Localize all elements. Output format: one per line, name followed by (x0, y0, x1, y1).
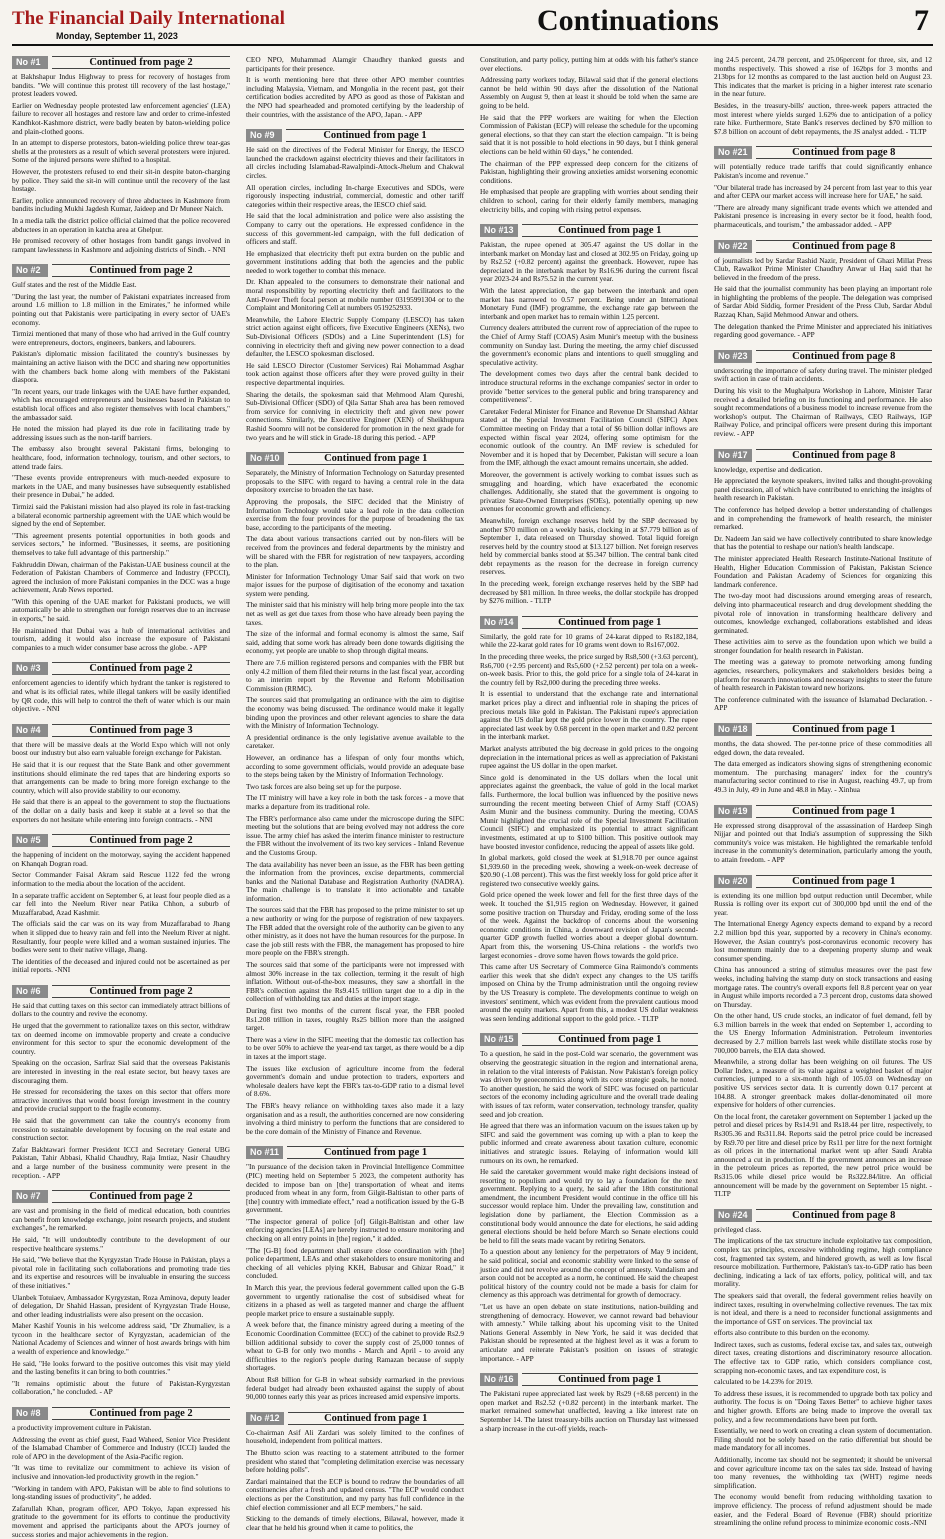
story-paragraph: He said that cutting taxes on this sector can immediately attract billions of dollars to the country and revive the economy. (12, 1000, 230, 1019)
story-header (246, 452, 464, 465)
continued-heading: Continued from page 8 (756, 240, 932, 253)
story-paragraph: To a question, he said in the post-Cold war scenario, the government was observing the geostrategic situation in the region and international arena, in relation to the vital interests of Pakistan. Now Pakistan's foreign policy was driven by geoeconomics along with its core strategic goals, he noted. To another question, he said the work of SIFC was focused on particular sectors of the economy including agriculture and the overall trade dealing with issues of tax reform, water conservation, technology transfer, quality seed and job creation. (480, 1049, 698, 1119)
story-paragraph: The data about various transactions carried out by non-filers will be received from the provinces and federal departments by the ministry and will be shared with the FBR for registration of new taxpayers, according to the plan. (246, 534, 464, 570)
story-paragraph: The sources said that promulgating an ordinance with the aim to digitise the economy was being discussed. The ordinance would make it legally binding upon the provinces and other relevant agencies to share the data with the Ministry of Information Technology. (246, 695, 464, 731)
story-paragraph: Market analysts attributed the big decrease in gold prices to the ongoing depreciation in the international prices as well as appreciation of Pakistani rupee against the US dollar in the open market. (480, 743, 698, 771)
continued-heading: Continued from page 2 (52, 56, 230, 69)
story-header (714, 240, 932, 253)
story-paragraph: "Let us have an open debate on state institutions, nation-building and strengthening of democracy. However, we cannot reward bad behaviour with amnesty." While talking about his upcoming visit to the United Nations General Assembly in New York, he said it was decided that Pakistan should be represented at the highest level as it was a forum to articulate and reiterate Pakistan's position on issues of strategic importance. - APP (480, 1302, 698, 1363)
story-paragraph: He said the caretaker government would make right decisions instead of resorting to populism and would try to lay a foundation for the next government. Replying to a query, he said after the 18th constitutional amendment, the incumbent President would continue in the office till his successor would replace him. Under the prevailing law, constitution and legislation done by parliament, the Election Commission as a constitutional body would announce the date for elections, he said adding general elections should be held before March so Senate elections could be held to fill the seats made vacant by retiring Senators. (480, 1167, 698, 1245)
continued-heading: Continued from page 1 (287, 1146, 464, 1159)
story-number-badge: No #2 (12, 264, 48, 277)
continued-heading: Continued from page 2 (52, 834, 230, 847)
story-paragraph: There are 7.6 million registered persons and companies with the FBR but only 4.2 million of them filed their returns in the last fiscal year, according to an interim report by the Revenue and Reform Mobilisation Commission (RRMC). (246, 658, 464, 693)
story-paragraph: On the other hand, US crude stocks, an indicator of fuel demand, fell by 6.3 million barrels in the week that ended on September 1, according to the US Energy Information Administration. Petroleum inventories decreased by 2.7 million barrels last week while distillate stocks rose by 700,000 barrels, the EIA data showed. (714, 1011, 932, 1055)
story-block (480, 616, 698, 1024)
story-header (714, 723, 932, 736)
continued-heading: Continued from page 8 (756, 1209, 932, 1222)
story-paragraph: China has announced a string of stimulus measures over the past few weeks, including halving the stamp duty on stock transactions and easing mortgage rates. The country's overall exports fell 8.8 percent year on year in August while imports recorded a 7.3 percent drop, customs data showed on Thursday. (714, 965, 932, 1009)
story-paragraph: Sector Commander Faisal Akram said Rescue 1122 fed the wrong information to the media about the location of the accident. (12, 870, 230, 888)
story-paragraph: In a media talk the district police official claimed that the police recovered abductees in an operation in katcha area at Ghelpur. (12, 215, 230, 234)
continued-heading: Continued from page 3 (52, 724, 230, 737)
story-paragraph: "In pursuance of the decision taken in Provincial Intelligence Committee (PIC) meeting held on September 5 2023, the competent authority has decided to impose ban on [the] transportation of wheat and items produced from wheat in any form, from Gilgit-Baltistan to other parts of [the] country with immediate effect," read a notification issued by the G-B government. (246, 1162, 464, 1215)
story-paragraph: Co-chairman Asif Ali Zardari was solely limited to the confines of household, independent from political matters. (246, 1427, 464, 1446)
continued-heading: Continued from page 2 (52, 1407, 230, 1420)
story-paragraph: the happening of incident on the motorway, saying the accident happened on Khanqah Dogran road. (12, 850, 230, 868)
story-paragraph: On the local front, the caretaker government on September 1 jacked up the petrol and diesel prices by Rs14.91 and Rs18.44 per litre, respectively, to Rs305.36 and Rs311.84. Reports said the petrol price could be increased by Rs9.70 per litre and diesel price by Rs11 per litre for the next fortnight as oil prices in the international market went up after Saudi Arabia announced a cut in production. If the government announces an increase in the petroleum prices as reported, the new petrol price would be Rs315.06 while diesel price would be Rs322.84/litre. An official announcement will be made by the government on September 15 night. - TLTP (714, 1111, 932, 1199)
story-paragraph: The FBR's heavy reliance on withholding taxes also made it a lazy organisation and as a result, the authorities concerned are now considering involving a third ministry to perform the functions that are considered to be the core domain of the Ministry of Finance and Revenue. (246, 1100, 464, 1136)
story-header (12, 724, 230, 737)
story-header (246, 129, 464, 142)
story-paragraph: He said LESCO Director (Customer Services) Rai Mohammad Asghar took action against those officers after they were proved guilty in their respective departmental inquiries. (246, 360, 464, 387)
story-block (714, 1209, 932, 1528)
story-paragraph: Pakistan's diplomatic mission facilitated the country's businesses by maintaining an active liaison with the DCC and sharing new opportunities with the chambers back home along with members of the Pakistani diaspora. (12, 349, 230, 385)
story-paragraph: Currency dealers attributed the current row of appreciation of the rupee to the Chief of Army Staff (COAS) Asim Munir's meetup with the business community on Sunday last. During the meeting, the army chief discussed the government's economic plans and intentions to quell smuggling and speculative activity. (480, 323, 698, 367)
story-header (12, 662, 230, 675)
story-paragraph: of journalists led by Sardar Rashid Nazir, President of Ghazi Millat Press Club, Rawalkot Prime Minister Chaudhry Anwar ul Haq said that he believed in the freedom of the press. (714, 255, 932, 282)
story-header (714, 1209, 932, 1222)
continued-heading: Continued from page 1 (756, 805, 932, 818)
story-number-badge: No #4 (12, 724, 48, 737)
story-block (246, 1412, 464, 1533)
story-paragraph: Essentially, we need to work on creating a clean system of documentation. Filing should not be solely based on the ratio differential but should be made mandatory for all incomes. (714, 1426, 932, 1453)
story-paragraph: The economy would benefit from reducing withholding taxation to improve efficiency. The process of refund adjustment should be made easier, and the Federal Board of Revenue (FBR) should prioritize streamlining the online refund process to minimize economic costs.-NNI (714, 1492, 932, 1528)
story-paragraph: Approving the proposals, the SIFC decided that the Ministry of Information Technology would take a lead role in the data collection exercise from the four provinces for the purpose of broadening the tax base, according to the participants of the meeting. (246, 496, 464, 532)
story-paragraph: The meeting was a gateway to promote networking among funding agencies, researchers, policymakers and stakeholders besides being a platform for research innovations and necessary insights to steer the future of health research in Pakistan toward new horizons. (714, 657, 932, 693)
story-paragraph: A week before that, the finance ministry agreed during a meeting of the Economic Coordination Committee (ECC) of the cabinet to provide Rs2.9 billion additional subsidy to cover the supply cost of 25,000 tonnes of wheat to G-B for only two months - March and April - to avoid any difficulties to the region's people during Ramazan because of supply shortages. (246, 1320, 464, 1373)
story-paragraph: "The [G-B] food department shall ensure close coordination with [the] police department, LEAs and other stakeholders to ensure monitoring and checking of all vehicles plying KKH, Babusar and Ghizar Road," it concluded. (246, 1245, 464, 1281)
story-number-badge: No #14 (480, 616, 518, 629)
story-paragraph: Pakistan, the rupee opened at 305.47 against the US dollar in the interbank market on Monday last and closed at 302.95 on Friday, going up by Rs2.52 (+0.82 percent) against the greenback. However, rupee has depreciated in the interbank market by Rs16.96 during the current fiscal year 2023-24 and Rs75.52 in the current year. (480, 240, 698, 284)
story-paragraph: He promised recovery of other hostages from bandit gangs involved in rampant lawlessness in Kashmore and adjoining districts of Sindh. - NNI (12, 236, 230, 254)
story-paragraph: Addressing the event as chief guest, Faad Waheed, Senior Vice President of the Islamabad Chamber of Commerce and Industry (ICCI) lauded the role of APO in the development of the Asia-Pacific region. (12, 1434, 230, 1461)
continued-heading: Continued from page 8 (756, 449, 932, 462)
story-paragraph: The conference culminated with the issuance of Islamabad Declaration. - APP (714, 694, 932, 713)
continued-heading: Continued from page 1 (522, 224, 698, 237)
story-paragraph: Caretaker Federal Minister for Finance and Revenue Dr Shamshad Akhtar stated at the Special Investment Facilitation Council (SIFC) Apex Committee meeting on Friday that a total of $6 billion dollar inflows are expected within fiscal year 2024, offering some optimism for the economic outlook of the country. An IMF review is scheduled for November and it is hoped that by December, Pakistan will secure a loan from the IMF, although the exact amount remains uncertain, she added. (480, 406, 698, 468)
story-paragraph: To a question about any leniency for the perpetrators of May 9 incident, he said political, social and economic stability were linked to the sense of justice and did not revolve around the concept of amnesty. Vandalism and arson could not be accepted as a norm, he continued. He said the cheapest political history of the country could not be made a basis for claim for clemency as this approach was detrimental for growth of democracy. (480, 1247, 698, 1300)
story-paragraph: He said on the directives of the Federal Minister for Energy, the IESCO launched the crackdown against electricity thieves and their facilitators in all circles including Islamabad-Rawalpindi-Attock-Jhelum and Chakwal circles. (246, 145, 464, 180)
continued-heading: Continued from page 2 (52, 985, 230, 998)
continued-heading: Continued from page 1 (288, 452, 464, 465)
story-paragraph: The sources said that some of the participants were not impressed with almost 30% increase in the tax collection, terming it the result of high inflation. Without out-of-the-box measures, they saw a shortfall in the FBR's collection against the Rs9.415 trillion target due to a dip in the collection of withholding tax and duties at the import stage. (246, 960, 464, 1004)
column-3 (480, 56, 698, 1522)
story-paragraph: The Pakistani rupee appreciated last week by Rs29 (+8.68 percent) in the open market and Rs2.52 (+0.82 percent) in the interbank market. The market remained somewhat unaffected, leaving a like interest rate on September 14. The latest treasury-bills auction on Thursday last witnessed a sharp increase in the cut-off yields, reach- (480, 1389, 698, 1433)
story-paragraph: About Rs8 billion for G-B in wheat subsidy earmarked in the previous federal budget had already been exhausted against the supply of about 90,000 tonnes early this year as prices increased amid expensive imports. (246, 1374, 464, 1402)
story-paragraph: He maintained that Dubai was a hub of international activities and tourism, adding it would also increase the exposure of Pakistani companies to a much wider consumer base across the globe. - APP (12, 625, 230, 652)
story-paragraph: Besides, in the treasury-bills' auction, three-week papers attracted the most interest where yields surged 1.62% due to anticipation of a policy rate hike. Furthermore, State Bank's reserves declined by $70 million to $7.8 billion on account of debt repayments, the JS analyst added. - TLTP (714, 100, 932, 136)
story-block (714, 240, 932, 340)
story-paragraph: It is worth mentioning here that three other APO member countries including Malaysia, Vietnam, and Mongolia in the recent past, got their certification bodies accredited by APO as good as those of Pakistan and the NPO had spearheaded and promoted certifying by the leadership of their countries, with the assistance of the APO, Japan. - APP (246, 75, 464, 119)
story-paragraph: Indirect taxes, such as customs, federal excise tax, and sales tax, outweigh direct taxes, creating distortions and discriminatory resource allocation. The effective tax to GDP ratio, which considers compliance cost, scrapping non-economic taxes, and tax expenditure cost, is (714, 1339, 932, 1375)
story-paragraph: calculated to be 14.23% for 2019. (714, 1377, 813, 1387)
newspaper-title: The Financial Daily International (12, 8, 285, 29)
story-block (12, 834, 230, 975)
story-number-badge: No #16 (480, 1373, 518, 1386)
story-paragraph: "These events provide entrepreneurs with much-needed exposure to markets in the UAE, and many businesses have subsequently established their presence in Dubai," he added. (12, 473, 230, 500)
story-paragraph: There was a view in the SIFC meeting that the domestic tax collection has to be over 50% to achieve the year-end tax target, as there would be a dip in taxes at the import stage. (246, 1034, 464, 1061)
story-header (714, 805, 932, 818)
story-number-badge: No #7 (12, 1190, 48, 1203)
story-paragraph: The Bhutto scion was reacting to a statement attributed to the former president who stated that "completing delimitation exercise was necessary before holding polls". (246, 1447, 464, 1475)
story-paragraph: "Our bilateral trade has increased by 24 percent from last year to this year and after CEPA our market access will increase here for UAE," he said. (714, 182, 932, 201)
story-header (714, 449, 932, 462)
story-paragraph: are vast and promising in the field of medical education, both countries can benefit from knowledge exchange, joint research projects, and student exchanges", he remarked. (12, 1206, 230, 1233)
masthead (12, 4, 933, 46)
story-block (12, 662, 230, 713)
story-paragraph: enforcement agencies to identify which hydrant the tanker is registered to and what is its official rates, while illegal tankers will be easily identified by QR code, this will help to control the theft of water which is our main objective. - NNI (12, 678, 230, 714)
story-paragraph: "There are already many significant trade events which we attended and Pakistani presence is increasing in every sector be it food, health food, pharmaceuticals, and tourism," the ambassador added. - APP (714, 202, 932, 229)
story-paragraph: However, an ordinance has a lifespan of only four months which, according to some government officials, would provide an adequate base to the steps being taken by the Ministry of Information Technology. (246, 752, 464, 780)
story-paragraph: The identities of the deceased and injured could not be ascertained as per initial reports. -NNI (12, 956, 230, 975)
story-paragraph: The embassy also brought several Pakistani firms, belonging to healthcare, food, information technology, tourism, and other sectors, to attend trade fairs. (12, 444, 230, 471)
story-number-badge: No #20 (714, 875, 752, 888)
story-paragraph: ing 24.5 percent, 24.78 percent, and 25.06percent for three, six, and 12 months respectively. This showed a rise of 162bps for 3 months and 213bps for 12 months as compared to the last auction held on August 23. This indicates that the market is pricing in a higher interest rate scenario in the near future. (714, 55, 932, 99)
story-block (246, 452, 464, 1136)
story-block (480, 1033, 698, 1363)
continued-heading: Continued from page 2 (52, 662, 230, 675)
story-paragraph: The conference has helped develop a better understanding of challenges and in comprehending the framework of health research, the minister remarked. (714, 504, 932, 532)
page-number: 7 (914, 4, 929, 37)
story-paragraph: The delegation thanked the Prime Minister and appreciated his initiatives regarding good governance. - APP (714, 321, 932, 340)
story-paragraph: During his visit to the Mughalpura Workshop in Lahore, Minister Tarar received a detailed briefing on its functioning and performance. He also sought recommendations of a business model to increase revenue from the workshop's output. The Chairman of Railways, CEO Railways, IGP Railway Police, and principal officers were present during this important review. - APP (714, 386, 932, 438)
story-number-badge: No #12 (246, 1412, 284, 1425)
story-paragraph: In March this year, the previous federal government called upon the G-B government to urgently rationalise the cost of subsidised wheat for citizens in a phased as well as targeted manner and charge the affluent people market price to ensure a sustainable supply. (246, 1283, 464, 1318)
story-paragraph: The issues like exclusion of agriculture income from the federal government's domain and undue protection to traders, exporters and wholesale dealers have kept the FBR's tax-to-GDP ratio to a dismal level of 8.6%. (246, 1063, 464, 1099)
story-paragraph: The officials said the car was on its way from Muzaffarabad to Jhang when it slipped due to heavy rain and fell into the Neelum River at night. Resultantly, four people were killed and a woman sustained injuries. The bodies were sent to their native village, Jhang. (12, 919, 230, 955)
story-block (480, 56, 698, 214)
story-number-badge: No #3 (12, 662, 48, 675)
column-1 (12, 56, 230, 1539)
story-paragraph: He appreciated the keynote speakers, invited talks and thought-provoking panel discussion, all of which have contributed to enriching the insights of health research in Pakistan. (714, 476, 932, 503)
story-paragraph: Dr. Khan appealed to the consumers to demonstrate their national and moral responsibility by reporting electricity theft and facilitators to the Anti-Power Theft focal person at mobile number 03195991304 or to the Complaint and Monitoring Cell at numbers 0519252933. (246, 277, 464, 313)
story-paragraph: Separately, the Ministry of Information Technology on Saturday presented proposals to the SIFC with regard to having a central role in the data depository exercise to broaden the tax base. (246, 468, 464, 495)
story-block (12, 1407, 230, 1539)
story-header (714, 350, 932, 363)
story-paragraph: This came after US Secretary of Commerce Gina Raimondo's comments earlier this week that she didn't expect any changes to the US tariffs imposed on China by the Trump administration until the ongoing review by the US Treasury is complete. The developments continue to weigh on investors' sentiment, which was evident from the prevalent cautious mood around the equity markets. Apart from this, a modest US dollar weakness was seen lending additional support to the gold price. - TLTP (480, 962, 698, 1023)
story-block (714, 449, 932, 713)
story-header (12, 834, 230, 847)
story-header (12, 56, 230, 69)
story-paragraph: The FBR's performance also came under the microscope during the SIFC meeting but the solutions that are being evolved may not address the core issue. The army chief has asked the interim finance minister to restructure the FBR without the involvement of its two key services - Inland Revenue and the Customs Group. (246, 813, 464, 857)
story-paragraph: Earlier, police announced recovery of three abductees in Kashmore from bandits including Mukhi Jagdesh Kumar, Jaideep and Dr Muneer Naich. (12, 195, 230, 214)
story-paragraph: Zafarullah Khan, program officer, APO Tokyo, Japan expressed his gratitude to the government for its efforts to continue the productivity movement and apprised the participants about the APO's journey of success stories and major achievements in the region. (12, 1503, 230, 1539)
column-4 (714, 55, 932, 1528)
story-paragraph: "Working in tandem with APO, Pakistan will be able to find solutions to long-standing issues of productivity", he added. (12, 1483, 230, 1502)
story-header (246, 1412, 464, 1425)
story-paragraph: a productivity improvement culture in Pakistan. (12, 1423, 152, 1433)
story-number-badge: No #8 (12, 1407, 48, 1420)
story-paragraph: Constitution, and party policy, putting him at odds with his father's stance over elections. (480, 55, 698, 73)
story-number-badge: No #11 (246, 1146, 283, 1159)
story-paragraph: He said that the journalist community has been playing an important role in highlighting the problems of the people. The delegation was comprised of Sardar Abid Siddiq, former President of the Press Club, Sardar Abdul Razzaq Khan, Sajid Mehmood Anwar and others. (714, 284, 932, 320)
story-paragraph: Tirmizi said the Pakistani mission had also played its role in fast-tracking a bilateral economic partnership agreement with the UAE which would be signed by the end of September. (12, 501, 230, 529)
story-paragraph: In an attempt to disperse protestors, baton-wielding police threw tear-gas shells at the protesters as a result of which several protesters were injured. Some of the injured persons were shifted to a hospital. (12, 138, 230, 165)
story-number-badge: No #21 (714, 146, 752, 159)
story-paragraph: The minister appreciated Health Research Institute-National Institute of Health, Higher Education Commission of Pakistan, Pakistan Science Foundation and Pakistan Academy of Sciences for organizing this landmark conference. (714, 553, 932, 589)
story-paragraph: The development comes two days after the central bank decided to introduce structural reforms in the exchange companies' sector in order to provide "better services to the general public and bring transparency and competitiveness". (480, 369, 698, 405)
story-paragraph: Ulanbek Totuiaev, Ambassador Kyrgyzstan, Roza Aminova, deputy leader of delegation, Dr Shahid Hassan, president of Kyrgyzstan Trade House, and other leading industrialists were also present on the occasion. (12, 1292, 230, 1319)
story-block (714, 146, 932, 229)
story-paragraph: To address these issues, it is recommended to upgrade both tax policy and authority. The focus is on "Doing Taxes Better" to achieve higher taxes and higher growth. Efforts are being made to improve the overall tax policy, and a few recommendations have been put forth. (714, 1388, 932, 1424)
continued-heading: Continued from page 1 (286, 129, 464, 142)
story-block (714, 875, 932, 1199)
story-paragraph: The data availability has never been an issue, as the FBR has been getting the information from the provinces, excise departments, commercial banks and the National Database and Registration Authority (NADRA). The main challenge is to translate it into actionable and taxable information. (246, 859, 464, 903)
story-paragraph: efforts also contribute to this burden on the economy. (714, 1328, 870, 1338)
story-block (714, 56, 932, 136)
story-block (12, 56, 230, 254)
story-paragraph: The speakers said that overall, the federal government relies heavily on indirect taxes, resulting in overwhelming collective revenues. The tax mix is not ideal, and there is a need to reconsider functional assignments and the importance of GST on services. The provincial tax (714, 1290, 932, 1326)
story-paragraph: Minister for Information Technology Umar Saif said that work on two major issues for the purpose of digitisation of the economy and taxation system were pending. (246, 571, 464, 598)
story-paragraph: He said that the PPP workers are waiting for when the Election Commission of Pakistan (ECP) will release the schedule for the upcoming general elections, so that they can start the election campaign. "It is being said that it is not possible to hold elections in 90 days, but I think general elections can be held within 60 days," he contended. (480, 112, 698, 156)
continued-heading: Continued from page 1 (522, 1373, 698, 1386)
story-paragraph: Since gold is denominated in the US dollars when the local unit appreciates against the greenback, the value of gold in the local market falls. Furthermore, the local bullion was influenced by the positive news surrounding the recent meeting between Chief of Army Staff (COAS) Asim Munir and the business community. During the meeting, COAS Munir highlighted the crucial role of the Special Investment Facilitation Council (SIFC) and emphasized its potential to attract significant investments, estimated at up to $100 billion. This positive outlook may have boosted investor confidence, reducing the appeal of assets like gold. (480, 772, 698, 851)
continued-heading: Continued from page 1 (756, 875, 932, 888)
story-number-badge: No #23 (714, 350, 752, 363)
story-paragraph: Tirmizi mentioned that many of those who had arrived in the Gulf country were entrepreneurs, doctors, engineers, bankers, and labourers. (12, 329, 230, 347)
story-number-badge: No #9 (246, 129, 282, 142)
section-title: Continuations (537, 4, 719, 37)
story-block (714, 805, 932, 865)
story-paragraph: "In recent years, our trade linkages with the UAE have further expanded, which has encouraged entrepreneurs and businesses based in Pakistan to establish local offices and also register themselves with local chambers," the ambassador said. (12, 386, 230, 422)
story-paragraph: Maher Kashif Younis in his welcome address said, "Dr Zhumaliev, is a tycoon in the healthcare sector of Kyrgyzstan, academician of the National Academy of Sciences and winner of host awards brings with him a wealth of experience and knowledge." (12, 1321, 230, 1357)
story-block (246, 1146, 464, 1401)
story-paragraph: "With this opening of the UAE market for Pakistani products, we will automatically be able to strengthen our foreign reserves due to an increase in exports," he said. (12, 596, 230, 624)
story-block (12, 264, 230, 652)
story-paragraph: months, the data showed. The per-tonne price of these commodities all edged down, the data revealed. (714, 739, 932, 757)
story-header (12, 264, 230, 277)
story-paragraph: Zafar Bakhtawari former President ICCI and Secretary General UBG Pakistan, Tahir Abbasi, Khalid Chaudhry, Raja Imtiaz, Nasir Chaudhry and a large number of the business community were present in the reception. - APP (12, 1144, 230, 1180)
story-paragraph: "It remains optimistic about the future of Pakistan-Kyrgyzstan collaboration," he concluded. - AP (12, 1378, 230, 1397)
story-header (12, 1407, 230, 1420)
story-number-badge: No #24 (714, 1209, 752, 1222)
story-paragraph: that there will be massive deals at the World Expo which will not only boost our industry but also earn valuable foreign exchange for Pakistan. (12, 739, 230, 758)
story-paragraph: Speaking on the occasion, Sarfraz Sial said that the overseas Pakistanis are interested in investing in the real estate sector, but heavy taxes are discouraging them. (12, 1058, 230, 1085)
story-paragraph: The size of the informal and formal economy is almost the same, Saif said, adding that some work has already been done towards digitising the economy, yet people are unable to shop through digital means. (246, 629, 464, 656)
story-paragraph: He emphasised that people are grappling with worries about sending their children to school, caring for their elderly family members, managing electricity bills, and coping with rising petrol expenses. (480, 187, 698, 214)
story-paragraph: He said that it is our request that the State Bank and other government institutions should eliminate the red tapes that are hindering exports so that arrangements can be made to bring more foreign exchange to the country, which will also provide stability to our economy. (12, 760, 230, 795)
story-paragraph: In the preceding week, foreign exchange reserves held by the SBP had decreased by $81 million. In three weeks, the dollar stockpile has dropped by $276 million. - TLTP (480, 579, 698, 606)
story-paragraph: Addressing party workers today, Bilawal said that if the general elections cannot be held within 90 days after the dissolution of the National Assembly on August 9, then at least it should be told when the same are going to be held. (480, 75, 698, 110)
story-paragraph: Sticking to the demands of timely elections, Bilawal, however, made it clear that he held his ground when it came to politics, the (246, 1514, 464, 1532)
story-header (480, 224, 698, 237)
story-paragraph: However, the protesters refused to end their sit-in despite baton-charging by police. They said the sit-in will continue until the recovery of the last hostage. (12, 166, 230, 194)
story-paragraph: He said that there is an appeal to the government to stop the fluctuations of the dollar on a daily basis and keep it stable at a level so that the exporters do not hesitate while entering into foreign contracts. - NNI (12, 797, 230, 824)
story-paragraph: It is essential to understand that the exchange rate and international market prices play a direct and influential role in shaping the prices of precious metals like gold in Pakistan. The Pakistani rupee's appreciation against the US dollar kept the gold price lower in the country. The rupee appreciated last week by 0.68 percent in the open market and 0.82 percent in the interbank market. (480, 689, 698, 742)
story-paragraph: knowledge, expertise and dedication. (714, 464, 823, 474)
story-paragraph: He said, "It will undoubtedly contribute to the development of our respective healthcare systems." (12, 1234, 230, 1253)
continued-heading: Continued from page 1 (522, 616, 698, 629)
story-paragraph: Gold price opened the week lower and fell for the first three days of the week. It touched the $1,915 region on Wednesday. However, it gained some positive traction on Thursday and Friday, eroding some of the loss of the week. Against the backdrop of concerns about the worsening economic conditions in China, a downward revision of Japan's second-quarter GDP growth fuelled worries about a deeper global downturn. Apart from this, the worsening US-China relations - the world's two largest economies - drove some haven flows towards the gold price. (480, 890, 698, 960)
story-paragraph: Gulf states and the rest of the Middle East. (12, 280, 137, 290)
story-paragraph: All operation circles, including In-charge Executives and SDOs, were rigorously inspecting industrial, commercial, domestic and other tariff categories within their respective areas, the IESCO chief said. (246, 182, 464, 209)
story-paragraph: "It was time to revitalize our commitment to achieve its vision of inclusive and innovation-led productivity growth in the region." (12, 1463, 230, 1481)
story-number-badge: No #6 (12, 985, 48, 998)
story-paragraph: He said that the government can take the country's economy from recession to sustainable development by focusing on the real estate and construction sector. (12, 1116, 230, 1143)
story-block (480, 1373, 698, 1433)
story-paragraph: is extending its one million bpd output reduction until December, while Russia is rolling over its export cut of 300,000 bpd until the end of the year. (714, 890, 932, 917)
story-header (480, 1373, 698, 1386)
story-number-badge: No #15 (480, 1033, 518, 1046)
story-paragraph: He noted the mission had played its due role in facilitating trade by addressing issues such as the non-tariff barriers. (12, 424, 230, 442)
story-header (12, 985, 230, 998)
story-number-badge: No #17 (714, 449, 752, 462)
story-paragraph: The minister said that his ministry will help bring more people into the tax net as well as get due taxes from those who have already been paying the taxes. (246, 600, 464, 627)
story-paragraph: CEO NPO, Muhammad Alamgir Chaudhry thanked guests and participants for their presence. (246, 55, 464, 73)
story-paragraph: In a separate traffic accident on September 6, at least four people died as a car fell into the Neelum River near Patika Chhon, a suburb of Muzaffarabad, Azad Kashmir. (12, 890, 230, 917)
story-paragraph: The sources said that the FBR has proposed to the prime minister to set up a new authority or wing for the purpose of registration of new taxpayers. The FBR added that the oversight role of the authority can be given to any other ministry, as it does not have the human resources for the purpose. In case the job still rests with the FBR, the management has proposed to hire more people on the FBR's strength. (246, 905, 464, 958)
story-paragraph: With the latest appreciation, the gap between the interbank and open market has narrowed to 0.57 percent. Being under an International Monetary Fund (IMF) programme, the exchange rate gap between the interbank and open market has to remain within 1.25 percent. (480, 286, 698, 321)
story-paragraph: The implications of the tax structure include exploitative tax composition, complex tax principles, excessive withholding regime, high compliance cost, fragmented tax system, and hindered growth, as well as low fiscal resource mobilization. Furthermore, Pakistan's tax-to-GDP ratio has been declining, indicating a lack of tax efforts, policy, political will, and tax morality. (714, 1236, 932, 1289)
story-paragraph: Moreover, the government is actively working to combat issues such as smuggling and hoarding, which have exacerbated the economic challenges. Additionally, she stated that the government is ongoing to privatize State-Owned Enterprises (SOEs), potentially opening up new avenues for economic growth and efficiency. (480, 469, 698, 514)
story-block (246, 56, 464, 119)
story-number-badge: No #19 (714, 805, 752, 818)
story-paragraph: During first two months of the current fiscal year, the FBR pooled Rs1.208 trillion in taxes, roughly Rs25 billion more than the assigned target. (246, 1006, 464, 1033)
story-block (12, 724, 230, 824)
story-block (714, 350, 932, 439)
continued-heading: Continued from page 1 (522, 1033, 698, 1046)
continued-heading: Continued from page 8 (756, 350, 932, 363)
story-header (714, 146, 932, 159)
story-number-badge: No #13 (480, 224, 518, 237)
story-paragraph: He emphasized that electricity theft put extra burden on the public and government institutions adding that both the agencies and the public needed to work together to combat this menace. (246, 248, 464, 275)
story-block (12, 985, 230, 1180)
story-paragraph: Earlier on Wednesday people protested law enforcement agencies' (LEA) failure to recover all hostages and restore law and order to crime-infested Kandhkot-Kashmore district, were badly beaten by baton-wielding police and plain-clothed goons. (12, 100, 230, 136)
story-paragraph: He expressed strong disapproval of the assassination of Hardeep Singh Nijjar and pointed out that India's assumption of suppressing the Sikh community's voice was mistaken. He highlighted the remarkable tenfold increase in the community's determination, particularly among the youth, to attain freedom. - APP (714, 820, 932, 864)
story-paragraph: at Bakhshapur Indus Highway to press for recovery of hostages from bandits. "We will continue this protest till recovery of the last hostage," protest leaders vowed. (12, 72, 230, 99)
story-header (480, 1033, 698, 1046)
story-header (714, 875, 932, 888)
story-paragraph: Two task forces are also being set up for the purpose. (246, 781, 402, 791)
continued-heading: Continued from page 8 (756, 146, 932, 159)
story-paragraph: Similarly, the gold rate for 10 grams of 24-karat dipped to Rs182,184, while the 22-karat gold rates for 10 grams went down to Rs167,002. (480, 631, 698, 650)
story-paragraph: He said, "He looks forward to the positive outcomes this visit may yield and the lasting benefits it can bring to both countries." (12, 1358, 230, 1377)
story-paragraph: The two-day moot had discussions around emerging areas of research, delving into pharmaceutical research and drug development shedding the pivotal role of innovation in transforming healthcare delivery and outcomes, knowledge exchanged, collaborations established and ideas germinated. (714, 591, 932, 635)
story-paragraph: Dr. Nadeem Jan said we have collectively contributed to share knowledge that has the potential to reshape our nation's health landscape. (714, 533, 932, 552)
continued-heading: Continued from page 2 (52, 1190, 230, 1203)
story-block (714, 723, 932, 795)
story-paragraph: In the preceding three weeks, the price surged by Rs8,500 (+3.63 percent), Rs6,700 (+2.95 percent) and Rs5,600 (+2.52 percent) per tola on a week-on-week basis. Prior to this, the gold price for a single tola of 24-karat in the country fell by Rs2,000 during the preceding three weeks. (480, 652, 698, 687)
story-header (480, 616, 698, 629)
story-block (480, 224, 698, 606)
story-paragraph: He urged that the government to rationalize taxes on this sector, withdraw tax on deemed income on immovable property and create a conducive environment for this sector to spur the economic development of the country. (12, 1021, 230, 1056)
story-paragraph: He said, "We believe that the Kyrgyzstan Trade House in Pakistan, plays a pivotal role in facilitating such collaborations and promoting trade ties and its expertise and resources will be invaluable in ensuring the success of these initiatives." (12, 1255, 230, 1290)
story-paragraph: A presidential ordinance is the only legislative avenue available to the caretaker. (246, 732, 464, 751)
continued-heading: Continued from page 1 (288, 1412, 464, 1425)
story-header (246, 1146, 464, 1159)
story-paragraph: "This agreement presents potential opportunities in both goods and services sectors," he informed. "Businesses, it seems, are positioning themselves to take full advantage of this partnership." (12, 530, 230, 557)
column-2 (246, 55, 464, 1532)
story-paragraph: Additionally, income tax should not be segmented; it should be universal and cover agriculture income tax on the sales tax side. Instead of having too many revenues, the withholding tax (WHT) regime needs simplification. (714, 1455, 932, 1490)
story-paragraph: Sharing the details, the spokesman said that Mehmood Alam Qureshi, Sub-Divisional Officer (SDO) of Qila Sattar Shah area has been removed from service for conniving in electricity theft and given new power connections. Similarly, the Executive Engineer (XEN) of Sheikhupura Rashid Soomro will not be considered for promotion in the next grade for two years and he will stick in Grade-18 during this period. - APP (246, 389, 464, 442)
story-number-badge: No #5 (12, 834, 48, 847)
story-paragraph: "The inspector general of police [of] Gilgit-Baltistan and other law enforcing agencies [LEAs] are hereby instructed to ensure monitoring and checking on all entry points in [the] region," it added. (246, 1216, 464, 1244)
story-paragraph: He stressed for reconsidering the taxes on this sector that offers more attractive incentives that would boost foreign investment in the country and provide crucial support to the fragile economy. (12, 1087, 230, 1114)
story-paragraph: Zardari maintained that the ECP is bound to redraw the boundaries of all constituencies after a fresh and updated census. "The ECP would conduct elections as per the Constitution, and my party has full confidence in the chief election commissioner and all ECP members," he said. (246, 1476, 464, 1512)
continued-heading: Continued from page 2 (52, 264, 230, 277)
story-number-badge: No #10 (246, 452, 284, 465)
story-paragraph: Fakhruddin Diwan, chairman of the Pakistan-UAE business council at the Federation of Pakistan Chambers of Commerce and Industry (FPCCI), agreed the inclusion of more Pakistani companies in the DCC was a huge achievement, Arab News reported. (12, 559, 230, 595)
continued-heading: Continued from page 1 (756, 723, 932, 736)
story-paragraph: Meanwhile, the Lahore Electric Supply Company (LESCO) has taken strict action against eight officers, five Executive Engineers (XENs), two Sub-Divisional Officers (SDOs) and a Line Superintendent (LS) for conniving in electricity theft and giving new power connection to a dead defaulter, the LESCO spokesman disclosed. (246, 314, 464, 359)
story-paragraph: "During the last year, the number of Pakistani expatriates increased from around 1.6 million to 1.8 million in the Emirates," he informed while pointing out that Pakistanis were participating in every sector of UAE's economy. (12, 291, 230, 327)
story-number-badge: No #1 (12, 56, 48, 69)
story-paragraph: Meanwhile, a strong dollar has been weighing on oil futures. The US Dollar Index, a measure of its value against a weighted basket of major currencies, jumped to a six-month high of 105.03 on Wednesday on positive US services sector data. It is currently down 0.17 percent at 104.88. A stronger greenback makes dollar-denominated oil more expensive for holders of other currencies. (714, 1057, 932, 1110)
story-paragraph: In global markets, gold closed the week at $1,918.70 per ounce against $1,939.60 in the preceding week, showing a week-on-week decrease of $20.90 (-1.08 percent). This was the first weekly loss for gold price after it registered two consecutive weekly gains. (480, 853, 698, 888)
story-paragraph: The International Energy Agency expects demand to expand by a record 2.2 million bpd this year, supported by a recovery in China's economy. However, the Asian country's post-coronavirus economic recovery has lost momentum mainly due to a deepening property slump and weak consumer spending. (714, 919, 932, 963)
issue-date: Monday, September 11, 2023 (56, 31, 178, 41)
story-paragraph: He agreed that there was an information vacuum on the issues taken up by SIFC and said the government was coming up with a plan to keep the public informed and create awareness about taxation culture, economic initiatives and strategic issues. Relaying of information would kill rumours on its own, he remarked. (480, 1121, 698, 1165)
story-block (246, 129, 464, 442)
story-block (12, 1190, 230, 1397)
story-paragraph: He said that the local administration and police were also assisting the Company to carry out the operations. He expressed confidence in the success of this government-led campaign, with the full dedication of officers and staff. (246, 211, 464, 247)
story-paragraph: Meanwhile, foreign exchange reserves held by the SBP decreased by another $70 million on a weekly basis, clocking in at $7.779 billion as of September 1, data released on Thursday showed. Total liquid foreign reserves held by the country stood at $13.127 billion. Net foreign reserves held by commercial banks stood at $5.347 billion. The central bank cited debt repayments as the reason for the decrease in foreign currency reserves. (480, 515, 698, 577)
story-number-badge: No #18 (714, 723, 752, 736)
story-paragraph: underscoring the importance of safety during travel. The minister pledged swift action in case of train accidents. (714, 365, 932, 384)
story-paragraph: The data emerged as indicators showing signs of strengthening economic momentum. The purchasing managers' index for the country's manufacturing sector continued to rise in August, reaching 49.7, up from 49.3 in July, 49 in June and 48.8 in May. - Xinhua (714, 759, 932, 794)
story-paragraph: These activities aim to serve as the foundation upon which we build a stronger foundation for health research in Pakistan. (714, 637, 932, 655)
story-paragraph: privileged class. (714, 1224, 762, 1234)
story-number-badge: No #22 (714, 240, 752, 253)
story-paragraph: will potentially reduce trade tariffs that could significantly enhance Pakistan's income and revenue." (714, 162, 932, 180)
story-paragraph: The chairman of the PPP expressed deep concern for the citizens of Pakistan, highlighting their growing anxieties amidst worsening economic conditions. (480, 158, 698, 185)
story-paragraph: The IT ministry will have a key role in both the task forces - a move that marks a departure from its traditional role. (246, 793, 464, 811)
story-header (12, 1190, 230, 1203)
